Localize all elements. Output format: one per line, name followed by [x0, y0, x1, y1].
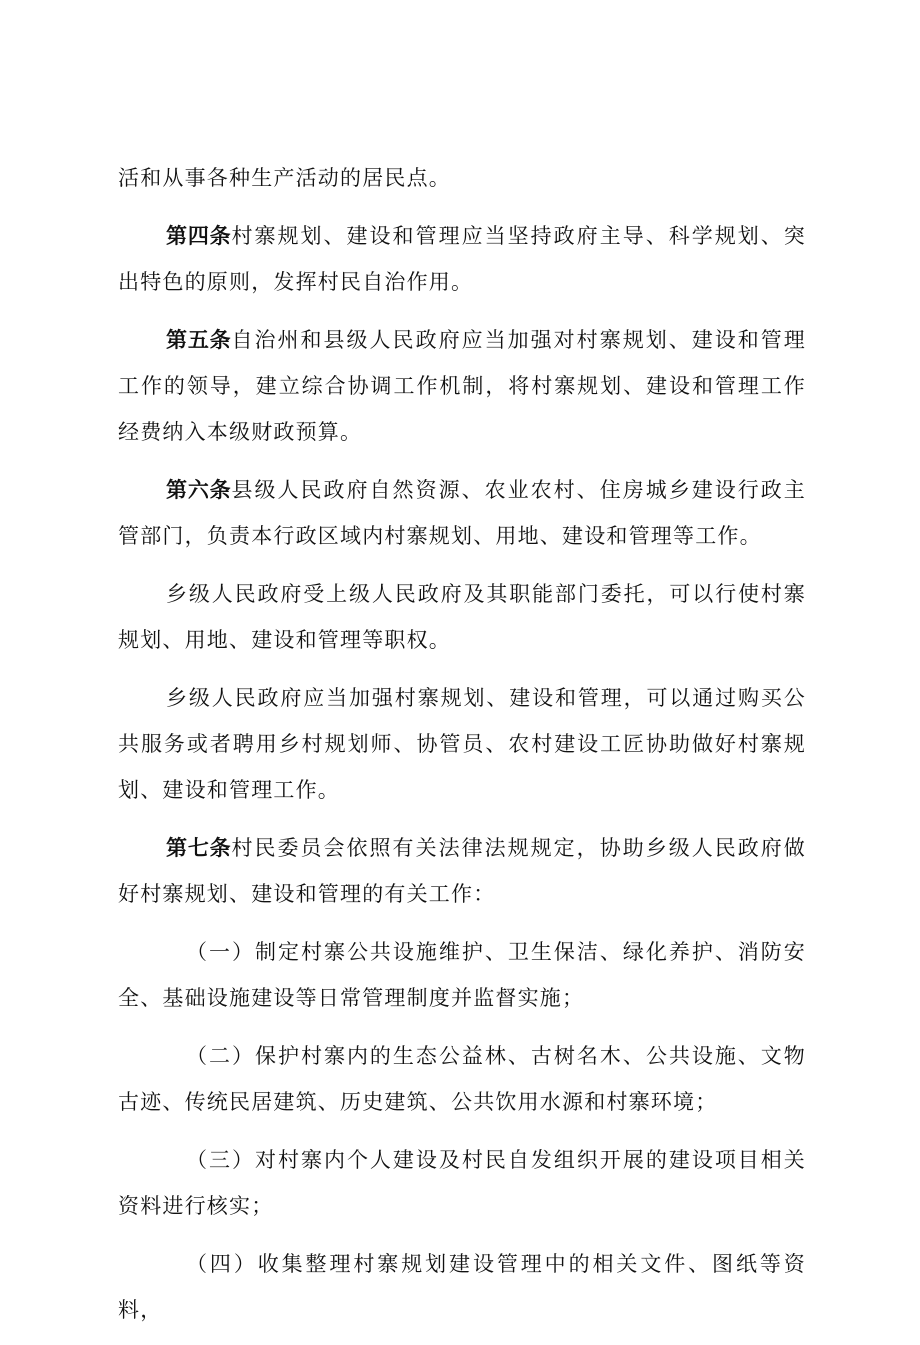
paragraph-text: 县级人民政府自然资源、农业农村、住房城乡建设行政主管部门，负责本行政区域内村寨规划、用地、建设和管理等工作。 — [118, 478, 807, 548]
article-number: 第五条 — [166, 328, 232, 352]
article-7-item-4 — [118, 1241, 806, 1333]
paragraph-text: 村民委员会依照有关法律法规规定，协助乡级人民政府做好村寨规划、建设和管理的有关工作： — [118, 836, 807, 906]
paragraph-text: 自治州和县级人民政府应当加强对村寨规划、建设和管理工作的领导，建立综合协调工作机制，将村寨规划、建设和管理工作经费纳入本级财政预算。 — [118, 328, 807, 444]
paragraph-text: （四）收集整理村寨规划建设管理中的相关文件、图纸等资料， — [118, 1252, 806, 1322]
paragraph-text: （三）对村寨内个人建设及村民自发组织开展的建设项目相关资料进行核实； — [118, 1148, 806, 1218]
paragraph-text: （二）保护村寨内的生态公益林、古树名木、公共设施、文物古迹、传统民居建筑、历史建筑、公共饮用水源和村寨环境； — [118, 1044, 806, 1114]
article-7-item-3 — [118, 1137, 806, 1229]
article-4 — [118, 213, 806, 305]
article-7-item-1 — [118, 929, 806, 1021]
paragraph-text: 乡级人民政府应当加强村寨规划、建设和管理，可以通过购买公共服务或者聘用乡村规划师、协管员、农村建设工匠协助做好村寨规划、建设和管理工作。 — [118, 686, 806, 802]
paragraph-continuation — [118, 155, 806, 201]
article-6-clause-2 — [118, 571, 806, 663]
article-6-clause-3 — [118, 675, 806, 813]
article-7-item-2 — [118, 1033, 806, 1125]
document-body — [118, 155, 806, 1345]
article-number: 第七条 — [166, 836, 232, 860]
article-6 — [118, 467, 806, 559]
article-7 — [118, 825, 806, 917]
paragraph-text: 活和从事各种生产活动的居民点。 — [118, 166, 451, 190]
paragraph-text: （一）制定村寨公共设施维护、卫生保洁、绿化养护、消防安全、基础设施建设等日常管理制度并监督实施； — [118, 940, 806, 1010]
paragraph-text: 乡级人民政府受上级人民政府及其职能部门委托，可以行使村寨规划、用地、建设和管理等职权。 — [118, 582, 806, 652]
article-number: 第四条 — [166, 224, 232, 248]
article-number: 第六条 — [166, 478, 232, 502]
article-5 — [118, 317, 806, 455]
paragraph-text: 村寨规划、建设和管理应当坚持政府主导、科学规划、突出特色的原则，发挥村民自治作用。 — [118, 224, 807, 294]
